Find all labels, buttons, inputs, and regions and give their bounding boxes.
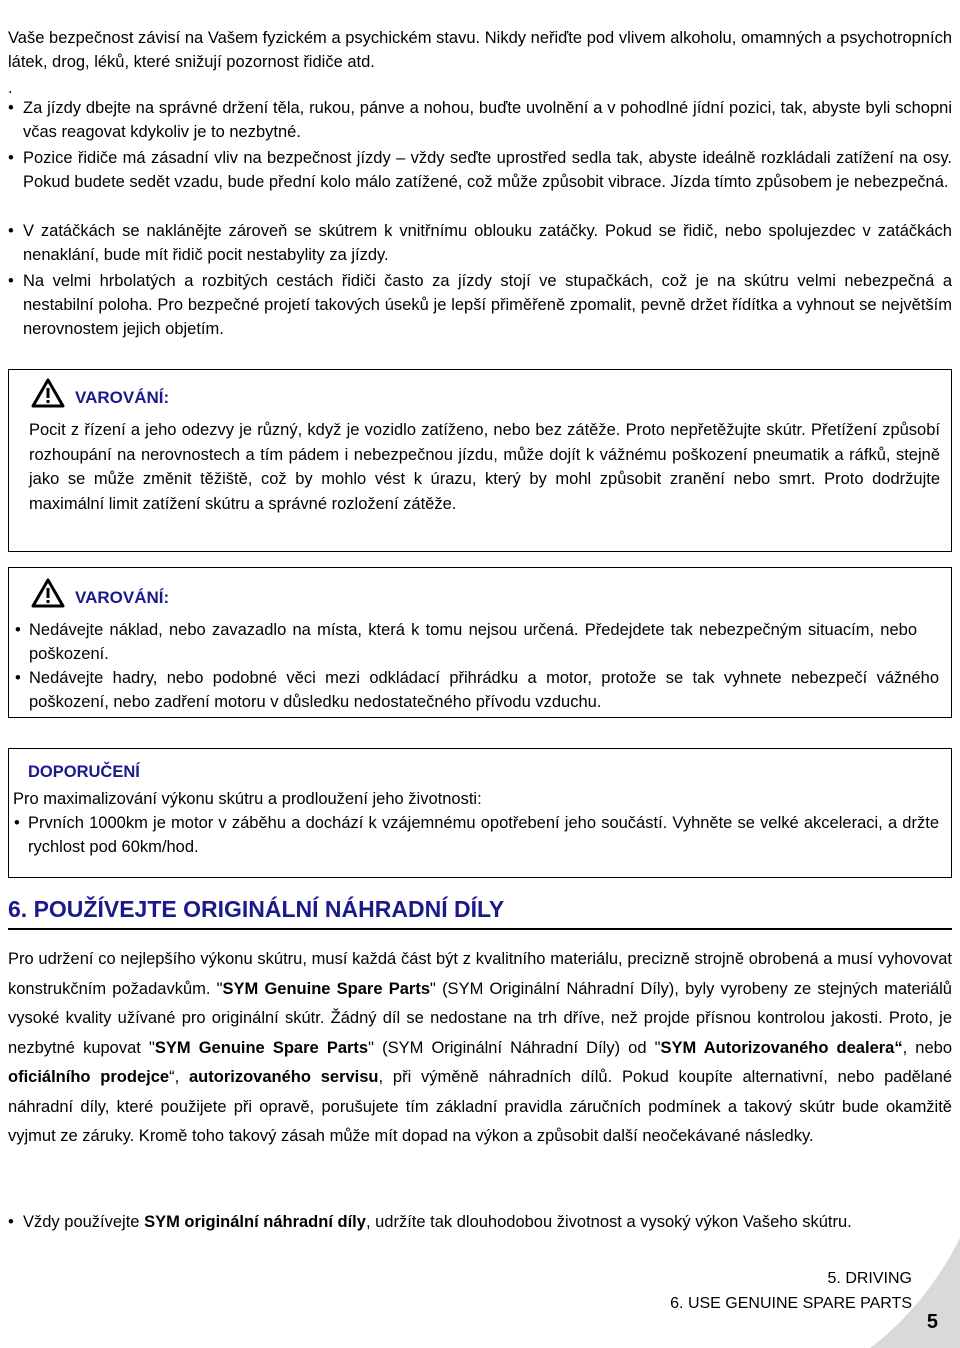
section-bullet: • Vždy používejte SYM originální náhradní díly, udržíte tak dlouhodobou životnost a vysoký výkon Vašeho skútru.: [23, 1210, 930, 1234]
bullet-dot: •: [8, 272, 14, 290]
bullet-dot: •: [8, 99, 14, 117]
bullet-text: V zatáčkách se naklánějte zároveň se skútrem k vnitřnímu oblouku zatáčky. Pokud se řidič, nebo spolujezdec v zatáčkách nenaklání, bude mít řidič pocit nestabylity za jízdy.: [23, 222, 952, 264]
warning-triangle-icon: [31, 378, 65, 408]
bullet-text: Nedávejte náklad, nebo zavazadlo na místa, která k tomu nejsou určená. Předejdete tak nebezpečným situacím, nebo poškození.: [29, 621, 917, 663]
bullet-dot: •: [15, 621, 21, 639]
recommendation-bullet: [14, 811, 939, 859]
warning-label: VAROVÁNÍ:: [75, 388, 170, 407]
heading-rule: [8, 928, 952, 930]
bullet-dot: •: [15, 669, 21, 687]
recommendation-label: DOPORUČENÍ: [28, 763, 140, 781]
recommendation-box: [8, 748, 952, 878]
warning-header: [31, 578, 169, 608]
warning-label: VAROVÁNÍ:: [75, 588, 170, 607]
bullet-text: Nedávejte hadry, nebo podobné věci mezi odkládací přihrádku a motor, protože se tak vyhnete nebezpečí vážného poškození, nebo zadření motoru v důsledku nedostatečného přívodu vzduchu.: [29, 669, 939, 711]
bullet-text: Za jízdy dbejte na správné držení těla, rukou, pánve a nohou, buďte uvolnění a v pohodlné jídní pozici, tak, abyste byli schopni včas reagovat kdykoliv je to nezbytné.: [23, 99, 952, 141]
bullet-dot: •: [8, 149, 14, 167]
page-number: 5: [926, 1311, 938, 1333]
intro-paragraph: Vaše bezpečnost závisí na Vašem fyzickém a psychickém stavu. Nikdy neřiďte pod vlivem alkoholu, omamných a psychotropních látek, drog, léků, které snižují pozornost řidiče atd.: [8, 29, 952, 71]
section-heading: 6. POUŽÍVEJTE ORIGINÁLNÍ NÁHRADNÍ DÍLY: [8, 896, 505, 922]
intro-bullet-3: [8, 219, 952, 267]
warning-box-2: [8, 567, 952, 718]
page-corner-decoration: [870, 1228, 960, 1348]
warning-box-1: [8, 369, 952, 552]
recommendation-intro: Pro maximalizování výkonu skútru a prodloužení jeho životnosti:: [13, 790, 482, 808]
intro-bullet-2: [8, 146, 952, 194]
section-paragraph: Pro udržení co nejlepšího výkonu skútru, musí každá část být z kvalitního materiálu, precizně strojně obrobená a musí vyhovovat konstrukčním požadavkům. "SYM Genuine Spare Parts" (SYM Originální Náhradní Díly), byly vyrobeny ze stejných materiálů vysoké kvality užívané pro originální skútr. Žádný díl se nedostane na trh dříve, než projde přísnou kontrolou jakosti. Proto, je nezbytné kupovat "SYM Genuine Spare Parts" (SYM Originální Náhradní Díly) od "SYM Autorizovaného dealera“, nebo oficiálního prodejce“, autorizovaného servisu, při výměně náhradních dílů. Pokud koupíte alternativní, nebo padělané náhradní díly, které použijete při opravě, porušujete tím základní pravidla záručních podmínek a takový skútr bude okamžitě vyjmut ze záruky. Kromě toho takový zásah může mít dopad na výkon a způsobit další neočekávané následky.: [8, 950, 952, 1145]
bullet-text: Prvních 1000km je motor v záběhu a dochází k vzájemnému opotřebení jeho součástí. Vyhněte se velké akceleraci, a držte rychlost pod 60km/hod.: [28, 814, 939, 856]
footer-line-2: 6. USE GENUINE SPARE PARTS: [670, 1295, 912, 1312]
warning-triangle-icon: [31, 578, 65, 608]
bullet-dot: •: [8, 222, 14, 240]
intro-bullet-4: [8, 269, 952, 341]
footer-line-1: 5. DRIVING: [827, 1270, 912, 1287]
bullet-dot: •: [14, 814, 20, 832]
intro-bullet-1: [8, 96, 952, 144]
stray-dot: .: [8, 79, 13, 97]
warning-bullet-2: [15, 666, 939, 714]
warning-header: [31, 378, 169, 408]
warning-bullet-1: [15, 618, 917, 666]
bullet-text: Pozice řidiče má zásadní vliv na bezpečnost jízdy – vždy seďte uprostřed sedla tak, abyste ideálně rozkládali zatížení na osy. Pokud budete sedět vzadu, bude přední kolo málo zatížené, což může způsobit vibrace. Jízda tímto způsobem je nebezpečná.: [23, 149, 952, 191]
bullet-dot: •: [8, 1213, 14, 1231]
bullet-text: Na velmi hrbolatých a rozbitých cestách řidiči často za jízdy stojí ve stupačkách, což je na skútru velmi nebezpečná a nestabilní poloha. Pro bezpečné projetí takových úseků je lepší přiměřeně zpomalit, pevně držet řídítka a vyhnout se největším nerovnostem jejich objetím.: [23, 272, 952, 338]
warning-text: Pocit z řízení a jeho odezvy je různý, když je vozidlo zatíženo, nebo bez zátěže. Proto nepřetěžujte skútr. Přetížení způsobí rozhoupání na nerovnostech a tím pádem i nebezpečnou jízdu, může dojít k vážnému poškození pneumatik a ráfků, stejně jako se může změnit těžiště, což by mohlo vést k úrazu, který by mohl způsobit zranění nebo smrt. Proto dodržujte maximální limit zatížení skútru a správné rozložení zátěže.: [29, 421, 940, 513]
